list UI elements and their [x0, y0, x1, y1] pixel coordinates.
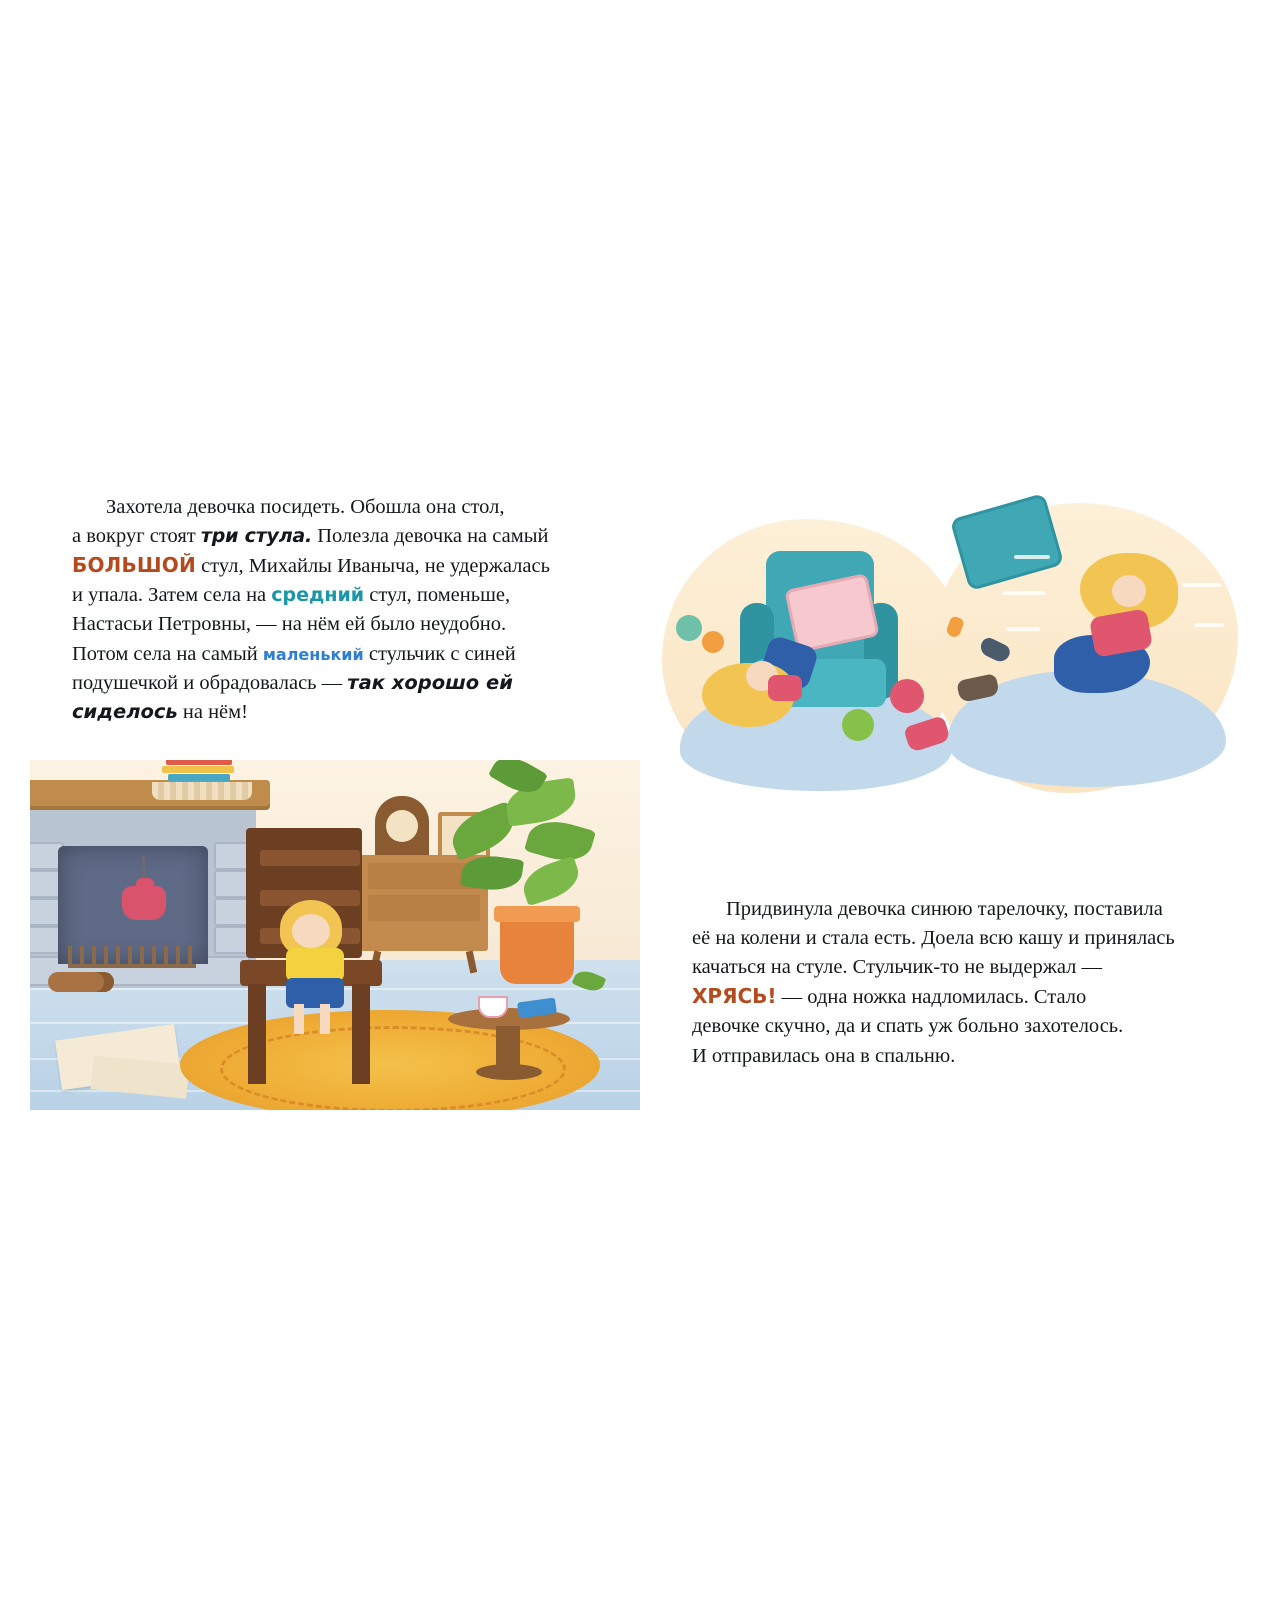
- emphasis-three-chairs: три стула.: [200, 525, 313, 548]
- text-run: а вокруг стоят: [72, 525, 201, 548]
- left-illustration: [30, 760, 640, 1110]
- girl-shirt: [286, 948, 344, 982]
- text-run: на нём!: [177, 700, 248, 723]
- kettle-hook: [142, 856, 145, 880]
- text-run: стул, Михайлы Иваныча, не удержалась: [195, 555, 550, 578]
- fireplace-mantel: [30, 780, 270, 806]
- left-page: [30, 455, 640, 1110]
- left-page-paragraph: [72, 493, 597, 727]
- girl-face: [1112, 575, 1146, 607]
- plant-pot: [500, 912, 574, 984]
- text-run: Придвинула девочка синюю тарелочку, поставила: [726, 898, 1163, 920]
- table-stem: [496, 1026, 520, 1068]
- mantel-books: [162, 760, 236, 780]
- text-run: её на колени и стала есть. Доела всю кашу и принялась: [692, 927, 1175, 950]
- girl-shirt: [768, 675, 802, 701]
- text-run: Потом села на самый: [72, 642, 263, 665]
- teacup-icon: [478, 996, 508, 1018]
- book-spread: [30, 455, 1250, 1110]
- text-run: стульчик с синей: [363, 642, 516, 665]
- emphasis-so-good-1: так хорошо ей: [347, 670, 513, 694]
- right-page: [640, 455, 1250, 1110]
- girl-falling-right: [1040, 553, 1190, 713]
- text-run: качаться на стуле. Стульчик-то не выдержал —: [692, 956, 1102, 979]
- emphasis-small-chair: маленький: [262, 644, 364, 664]
- fireplace: [30, 798, 256, 988]
- text-run: Настасьи Петровны, — на нём ей было неудобно.: [72, 613, 507, 636]
- text-run: И отправилась она в спальню.: [692, 1044, 956, 1067]
- text-run: и упала. Затем села на: [72, 584, 272, 607]
- clock-face: [386, 810, 418, 842]
- firewood-log: [48, 972, 114, 992]
- text-run: Полезла девочка на самый: [312, 525, 549, 548]
- kettle-icon: [122, 886, 166, 920]
- girl-face: [292, 914, 330, 948]
- emphasis-big-chair: БОЛЬШОЙ: [72, 553, 196, 578]
- text-run: стул, поменьше,: [364, 584, 511, 607]
- table-base: [476, 1064, 542, 1080]
- right-page-paragraph: [692, 895, 1222, 1071]
- text-run: Захотела девочка посидеть. Обошла она стол,: [106, 496, 505, 518]
- girl-character: [280, 900, 358, 1020]
- right-illustration: [662, 495, 1238, 825]
- fireplace-grate: [68, 946, 196, 968]
- text-run: — одна ножка надломилась. Стало: [776, 986, 1087, 1009]
- mantel-lace: [152, 782, 252, 800]
- text-run: подушечкой и обрадовалась —: [72, 671, 348, 694]
- text-run: девочке скучно, да и спать уж больно захотелось.: [692, 1015, 1124, 1038]
- emphasis-so-good-2: сиделось: [72, 699, 178, 723]
- coffee-table: [448, 1008, 570, 1082]
- plant-pot-rim: [494, 906, 580, 922]
- emphasis-crack: ХРЯСЬ!: [692, 984, 777, 1009]
- emphasis-medium-chair: средний: [271, 584, 365, 607]
